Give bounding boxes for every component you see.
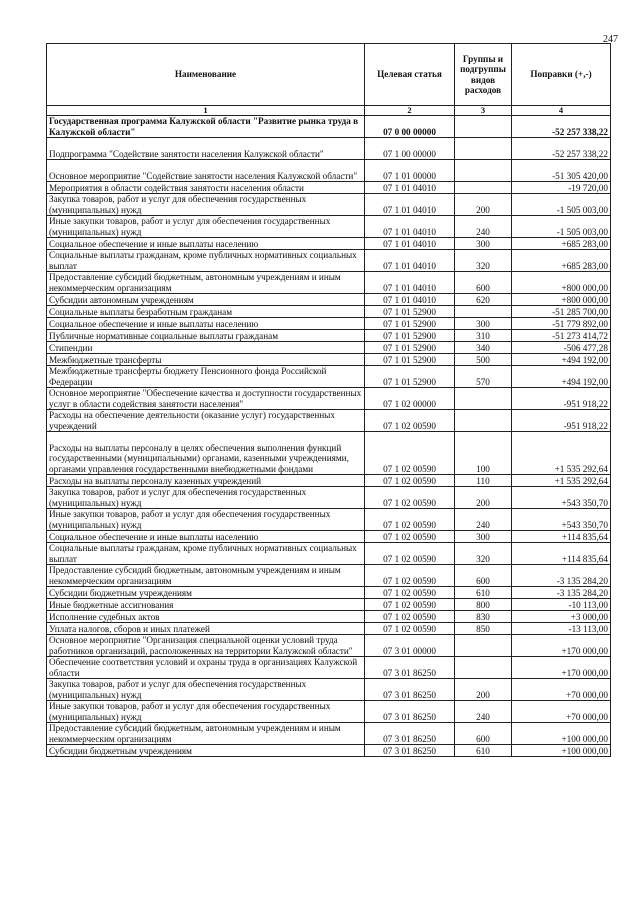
table-row — [47, 599, 611, 611]
table-row — [47, 432, 611, 475]
table-row — [47, 318, 611, 330]
row-expense-group-cell: 240 — [455, 509, 512, 531]
row-expense-group-cell — [455, 388, 512, 410]
row-target-article-cell: 07 1 02 00590 — [365, 565, 455, 587]
row-amendment-cell: -10 113,00 — [512, 599, 611, 611]
row-name-cell: Государственная программа Калужской области "Развитие рынка труда в Калужской области" — [47, 116, 365, 138]
row-target-article-cell: 07 1 01 52900 — [365, 366, 455, 388]
table-row — [47, 238, 611, 250]
row-target-article-cell: 07 1 02 00590 — [365, 432, 455, 475]
table-row — [47, 611, 611, 623]
header-name: Наименование — [47, 44, 365, 106]
row-name-cell: Основное мероприятие "Обеспечение качества и доступности государственных услуг в области содействия занятости населения" — [47, 388, 365, 410]
table-row — [47, 216, 611, 238]
row-amendment-cell: +543 350,70 — [512, 487, 611, 509]
row-amendment-cell: +170 000,00 — [512, 657, 611, 679]
row-amendment-cell: +494 192,00 — [512, 354, 611, 366]
row-amendment-cell: -51 273 414,72 — [512, 330, 611, 342]
row-expense-group-cell: 600 — [455, 565, 512, 587]
row-name-cell: Основное мероприятие "Содействие занятости населения Калужской области" — [47, 160, 365, 182]
row-expense-group-cell — [455, 635, 512, 657]
row-name-cell: Уплата налогов, сборов и иных платежей — [47, 623, 365, 635]
row-target-article-cell: 07 1 02 00590 — [365, 475, 455, 487]
row-expense-group-cell — [455, 306, 512, 318]
row-expense-group-cell — [455, 116, 512, 138]
row-amendment-cell: +170 000,00 — [512, 635, 611, 657]
row-expense-group-cell — [455, 182, 512, 194]
row-target-article-cell: 07 1 02 00590 — [365, 599, 455, 611]
row-expense-group-cell: 340 — [455, 342, 512, 354]
row-target-article-cell: 07 1 01 00000 — [365, 160, 455, 182]
column-number: 1 — [47, 106, 365, 116]
row-target-article-cell: 07 1 02 00590 — [365, 509, 455, 531]
row-target-article-cell: 07 1 02 00590 — [365, 531, 455, 543]
row-target-article-cell: 07 3 01 00000 — [365, 635, 455, 657]
row-amendment-cell: +543 350,70 — [512, 509, 611, 531]
row-name-cell: Субсидии бюджетным учреждениям — [47, 587, 365, 599]
row-amendment-cell: -1 505 003,00 — [512, 194, 611, 216]
table-body — [47, 116, 611, 757]
row-name-cell: Иные закупки товаров, работ и услуг для обеспечения государственных (муниципальных) нужд — [47, 701, 365, 723]
row-name-cell: Предоставление субсидий бюджетным, автономным учреждениям и иным некоммерческим организациям — [47, 272, 365, 294]
row-target-article-cell: 07 3 01 86250 — [365, 701, 455, 723]
row-expense-group-cell: 570 — [455, 366, 512, 388]
row-expense-group-cell: 200 — [455, 679, 512, 701]
row-amendment-cell: -13 113,00 — [512, 623, 611, 635]
column-number: 3 — [455, 106, 512, 116]
table-row — [47, 487, 611, 509]
column-number: 2 — [365, 106, 455, 116]
row-target-article-cell: 07 1 02 00590 — [365, 410, 455, 432]
table-row — [47, 745, 611, 757]
row-amendment-cell: +100 000,00 — [512, 723, 611, 745]
page-number: 247 — [603, 34, 618, 45]
table-row — [47, 250, 611, 272]
row-target-article-cell: 07 1 01 52900 — [365, 330, 455, 342]
row-amendment-cell: -51 305 420,00 — [512, 160, 611, 182]
row-name-cell: Межбюджетные трансферты бюджету Пенсионного фонда Российской Федерации — [47, 366, 365, 388]
column-number: 4 — [512, 106, 611, 116]
row-target-article-cell: 07 1 01 04010 — [365, 238, 455, 250]
row-target-article-cell: 07 3 01 86250 — [365, 723, 455, 745]
row-expense-group-cell: 200 — [455, 487, 512, 509]
row-expense-group-cell: 620 — [455, 294, 512, 306]
row-amendment-cell: -52 257 338,22 — [512, 116, 611, 138]
budget-amendments-table — [46, 43, 611, 757]
row-amendment-cell: -1 505 003,00 — [512, 216, 611, 238]
row-name-cell: Основное мероприятие "Организация специальной оценки условий труда работников организаций, расположенных на территории Калужской области" — [47, 635, 365, 657]
row-target-article-cell: 07 1 02 00000 — [365, 388, 455, 410]
row-target-article-cell: 07 1 02 00590 — [365, 487, 455, 509]
row-amendment-cell: +114 835,64 — [512, 543, 611, 565]
table-row — [47, 366, 611, 388]
table-row — [47, 388, 611, 410]
row-name-cell: Межбюджетные трансферты — [47, 354, 365, 366]
row-expense-group-cell: 300 — [455, 238, 512, 250]
table-row — [47, 294, 611, 306]
row-target-article-cell: 07 1 01 04010 — [365, 250, 455, 272]
table-row — [47, 701, 611, 723]
row-amendment-cell: -3 135 284,20 — [512, 587, 611, 599]
table-row — [47, 354, 611, 366]
row-name-cell: Социальное обеспечение и иные выплаты населению — [47, 318, 365, 330]
row-expense-group-cell: 800 — [455, 599, 512, 611]
row-name-cell: Иные бюджетные ассигнования — [47, 599, 365, 611]
row-amendment-cell: -52 257 338,22 — [512, 138, 611, 160]
header-expense-groups: Группы и подгруппы видов расходов — [455, 44, 512, 106]
row-name-cell: Социальные выплаты гражданам, кроме публичных нормативных социальных выплат — [47, 543, 365, 565]
row-expense-group-cell: 320 — [455, 250, 512, 272]
row-expense-group-cell: 200 — [455, 194, 512, 216]
row-name-cell: Иные закупки товаров, работ и услуг для обеспечения государственных (муниципальных) нужд — [47, 216, 365, 238]
table-row — [47, 138, 611, 160]
table-row — [47, 623, 611, 635]
row-expense-group-cell: 610 — [455, 587, 512, 599]
row-amendment-cell: +1 535 292,64 — [512, 432, 611, 475]
row-name-cell: Подпрограмма "Содействие занятости населения Калужской области" — [47, 138, 365, 160]
row-expense-group-cell — [455, 160, 512, 182]
row-name-cell: Закупка товаров, работ и услуг для обеспечения государственных (муниципальных) нужд — [47, 194, 365, 216]
row-name-cell: Иные закупки товаров, работ и услуг для обеспечения государственных (муниципальных) нужд — [47, 509, 365, 531]
row-expense-group-cell: 240 — [455, 701, 512, 723]
row-amendment-cell: +800 000,00 — [512, 272, 611, 294]
table-row — [47, 342, 611, 354]
row-expense-group-cell — [455, 657, 512, 679]
row-amendment-cell: +685 283,00 — [512, 250, 611, 272]
row-name-cell: Субсидии автономным учреждениям — [47, 294, 365, 306]
row-expense-group-cell: 110 — [455, 475, 512, 487]
table-row — [47, 475, 611, 487]
row-target-article-cell: 07 1 01 52900 — [365, 318, 455, 330]
row-amendment-cell: +3 000,00 — [512, 611, 611, 623]
row-amendment-cell: +800 000,00 — [512, 294, 611, 306]
row-target-article-cell: 07 1 02 00590 — [365, 587, 455, 599]
table-row — [47, 531, 611, 543]
row-expense-group-cell: 310 — [455, 330, 512, 342]
table-row — [47, 116, 611, 138]
row-amendment-cell: +1 535 292,64 — [512, 475, 611, 487]
row-amendment-cell: -951 918,22 — [512, 388, 611, 410]
table-row — [47, 306, 611, 318]
column-number-row — [47, 106, 611, 116]
row-expense-group-cell: 300 — [455, 531, 512, 543]
row-amendment-cell: +114 835,64 — [512, 531, 611, 543]
row-amendment-cell: +70 000,00 — [512, 679, 611, 701]
row-expense-group-cell: 500 — [455, 354, 512, 366]
row-expense-group-cell: 850 — [455, 623, 512, 635]
table-row — [47, 330, 611, 342]
row-target-article-cell: 07 3 01 86250 — [365, 745, 455, 757]
row-expense-group-cell — [455, 410, 512, 432]
table-row — [47, 410, 611, 432]
row-name-cell: Предоставление субсидий бюджетным, автономным учреждениям и иным некоммерческим организациям — [47, 723, 365, 745]
table-row — [47, 723, 611, 745]
row-target-article-cell: 07 1 02 00590 — [365, 543, 455, 565]
row-amendment-cell: -506 477,28 — [512, 342, 611, 354]
row-name-cell: Мероприятия в области содействия занятости населения области — [47, 182, 365, 194]
header-target-article: Целевая статья — [365, 44, 455, 106]
table-row — [47, 160, 611, 182]
row-expense-group-cell: 240 — [455, 216, 512, 238]
row-target-article-cell: 07 1 01 04010 — [365, 194, 455, 216]
row-name-cell: Расходы на выплаты персоналу казенных учреждений — [47, 475, 365, 487]
row-amendment-cell: -19 720,00 — [512, 182, 611, 194]
row-target-article-cell: 07 1 01 52900 — [365, 354, 455, 366]
row-amendment-cell: -951 918,22 — [512, 410, 611, 432]
row-target-article-cell: 07 1 01 52900 — [365, 342, 455, 354]
row-target-article-cell: 07 1 01 04010 — [365, 294, 455, 306]
row-amendment-cell: -3 135 284,20 — [512, 565, 611, 587]
row-amendment-cell: +70 000,00 — [512, 701, 611, 723]
row-target-article-cell: 07 1 01 04010 — [365, 182, 455, 194]
row-expense-group-cell: 610 — [455, 745, 512, 757]
table-row — [47, 635, 611, 657]
table-row — [47, 509, 611, 531]
row-expense-group-cell — [455, 138, 512, 160]
table-row — [47, 587, 611, 599]
row-name-cell: Стипендии — [47, 342, 365, 354]
table-header-row — [47, 44, 611, 106]
row-expense-group-cell: 600 — [455, 723, 512, 745]
row-target-article-cell: 07 1 01 04010 — [365, 272, 455, 294]
row-name-cell: Предоставление субсидий бюджетным, автономным учреждениям и иным некоммерческим организациям — [47, 565, 365, 587]
row-target-article-cell: 07 1 02 00590 — [365, 623, 455, 635]
table-row — [47, 565, 611, 587]
row-name-cell: Субсидии бюджетным учреждениям — [47, 745, 365, 757]
row-target-article-cell: 07 1 01 52900 — [365, 306, 455, 318]
table-row — [47, 182, 611, 194]
row-name-cell: Публичные нормативные социальные выплаты гражданам — [47, 330, 365, 342]
table-row — [47, 657, 611, 679]
table-row — [47, 272, 611, 294]
row-name-cell: Расходы на обеспечение деятельности (оказание услуг) государственных учреждений — [47, 410, 365, 432]
row-target-article-cell: 07 3 01 86250 — [365, 657, 455, 679]
table-row — [47, 194, 611, 216]
row-target-article-cell: 07 1 00 00000 — [365, 138, 455, 160]
row-amendment-cell: +685 283,00 — [512, 238, 611, 250]
row-target-article-cell: 07 1 02 00590 — [365, 611, 455, 623]
row-target-article-cell: 07 1 01 04010 — [365, 216, 455, 238]
row-expense-group-cell: 100 — [455, 432, 512, 475]
row-amendment-cell: +494 192,00 — [512, 366, 611, 388]
row-expense-group-cell: 300 — [455, 318, 512, 330]
row-target-article-cell: 07 3 01 86250 — [365, 679, 455, 701]
row-expense-group-cell: 320 — [455, 543, 512, 565]
table-row — [47, 679, 611, 701]
row-expense-group-cell: 830 — [455, 611, 512, 623]
row-amendment-cell: -51 779 892,00 — [512, 318, 611, 330]
row-amendment-cell: -51 285 700,00 — [512, 306, 611, 318]
row-name-cell: Расходы на выплаты персоналу в целях обеспечения выполнения функций государственными (муниципальными) органами, казенными учреждениями, органами управления государственными внебюджетными фондами — [47, 432, 365, 475]
row-amendment-cell: +100 000,00 — [512, 745, 611, 757]
row-name-cell: Социальные выплаты гражданам, кроме публичных нормативных социальных выплат — [47, 250, 365, 272]
row-name-cell: Обеспечение соответствия условий и охраны труда в организациях Калужской области — [47, 657, 365, 679]
header-amendments: Поправки (+,-) — [512, 44, 611, 106]
row-name-cell: Социальные выплаты безработным гражданам — [47, 306, 365, 318]
row-name-cell: Социальное обеспечение и иные выплаты населению — [47, 238, 365, 250]
row-name-cell: Закупка товаров, работ и услуг для обеспечения государственных (муниципальных) нужд — [47, 679, 365, 701]
row-expense-group-cell: 600 — [455, 272, 512, 294]
row-name-cell: Социальное обеспечение и иные выплаты населению — [47, 531, 365, 543]
table-row — [47, 543, 611, 565]
row-name-cell: Закупка товаров, работ и услуг для обеспечения государственных (муниципальных) нужд — [47, 487, 365, 509]
row-target-article-cell: 07 0 00 00000 — [365, 116, 455, 138]
row-name-cell: Исполнение судебных актов — [47, 611, 365, 623]
